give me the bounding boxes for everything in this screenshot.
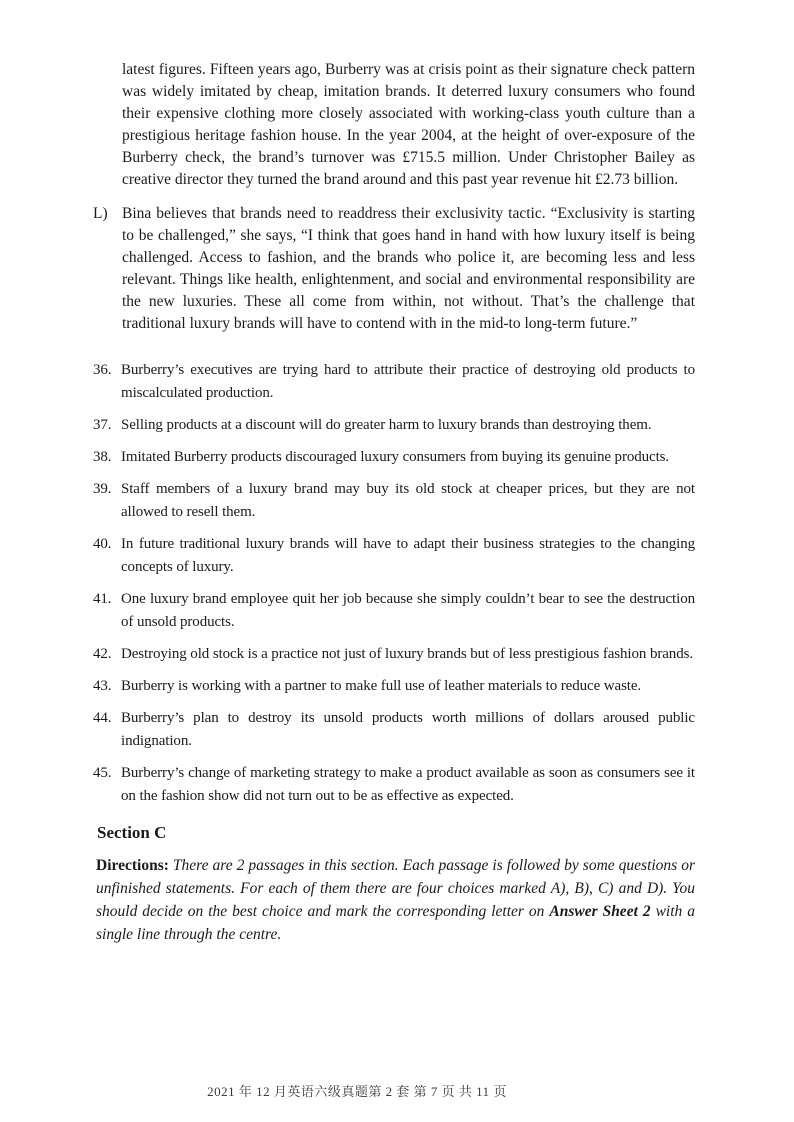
passage-continuation-paragraph: latest figures. Fifteen years ago, Burberry was at crisis point as their signature check pattern was widely imitated by cheap, imitation brands. It deterred luxury consumers who found their expensive clothing more closely associated with working-class youth culture than a prestigious heritage fashion house. In the year 2004, at the height of over-exposure of the Burberry check, the brand’s turnover was £715.5 million. Under Christopher Bailey as creative director they turned the brand around and this past year revenue hit £2.73 billion. bbox=[122, 61, 695, 188]
page-footer: 2021 年 12 月英语六级真题第 2 套 第 7 页 共 11 页 bbox=[207, 1084, 507, 1099]
question-row bbox=[93, 446, 695, 469]
section-c-heading: Section C bbox=[97, 823, 167, 842]
passage-item-l bbox=[93, 203, 695, 335]
directions-paragraph bbox=[96, 854, 695, 946]
question-number: 38. bbox=[93, 449, 112, 465]
question-text: Selling products at a discount will do greater harm to luxury brands than destroying them. bbox=[121, 417, 652, 433]
directions-text-1: There are 2 passages in this section. Each passage is followed by some questions or unfinished statements. For each of them there are four choices marked A), B), C) and D). You should decide on the best choice and mark the corresponding letter on bbox=[96, 857, 695, 920]
question-number: 36. bbox=[93, 362, 112, 378]
question-number: 42. bbox=[93, 646, 112, 662]
question-text: Burberry’s change of marketing strategy to make a product available as soon as consumers see it on the fashion show did not turn out to be as effective as expected. bbox=[121, 765, 695, 804]
question-row bbox=[93, 533, 695, 579]
question-row bbox=[93, 478, 695, 524]
answer-sheet-ref: Answer Sheet 2 bbox=[549, 903, 651, 920]
question-text: Burberry is working with a partner to make full use of leather materials to reduce waste. bbox=[121, 678, 642, 694]
question-number: 45. bbox=[93, 765, 112, 781]
question-number: 37. bbox=[93, 417, 112, 433]
question-row bbox=[93, 588, 695, 634]
question-row bbox=[93, 707, 695, 753]
question-text: In future traditional luxury brands will have to adapt their business strategies to the changing concepts of luxury. bbox=[121, 536, 695, 575]
question-row bbox=[93, 643, 695, 666]
question-text: Burberry’s plan to destroy its unsold products worth millions of dollars aroused public indignation. bbox=[121, 710, 695, 749]
question-number: 43. bbox=[93, 678, 112, 694]
directions-text-2: with a single line through the centre. bbox=[96, 903, 695, 943]
question-row bbox=[93, 414, 695, 437]
item-l-text: Bina believes that brands need to readdress their exclusivity tactic. “Exclusivity is starting to be challenged,” she says, “I think that goes hand in hand with how luxury itself is being challenged. Access to fashion, and the brands who police it, are becoming less and less relevant. Things like health, enlightenment, and social and environmental responsibility are the new luxuries. These all come from within, not without. That’s the challenge that traditional luxury brands will have to contend with in the mid-to long-term future.” bbox=[122, 205, 695, 332]
question-number: 39. bbox=[93, 481, 112, 497]
question-number: 40. bbox=[93, 536, 112, 552]
question-text: Burberry’s executives are trying hard to attribute their practice of destroying old products to miscalculated production. bbox=[121, 362, 695, 401]
page-content bbox=[93, 59, 695, 946]
question-text: Staff members of a luxury brand may buy its old stock at cheaper prices, but they are not allowed to resell them. bbox=[121, 481, 695, 520]
question-text: Imitated Burberry products discouraged luxury consumers from buying its genuine products. bbox=[121, 449, 670, 465]
question-row bbox=[93, 762, 695, 808]
directions-label: Directions: bbox=[96, 857, 169, 874]
question-row bbox=[93, 675, 695, 698]
question-text: Destroying old stock is a practice not just of luxury brands but of less prestigious fashion brands. bbox=[121, 646, 693, 662]
question-row bbox=[93, 359, 695, 405]
question-number: 41. bbox=[93, 591, 112, 607]
question-number: 44. bbox=[93, 710, 112, 726]
question-text: One luxury brand employee quit her job because she simply couldn’t bear to see the destruction of unsold products. bbox=[121, 591, 695, 630]
item-l-label: L) bbox=[93, 205, 108, 222]
